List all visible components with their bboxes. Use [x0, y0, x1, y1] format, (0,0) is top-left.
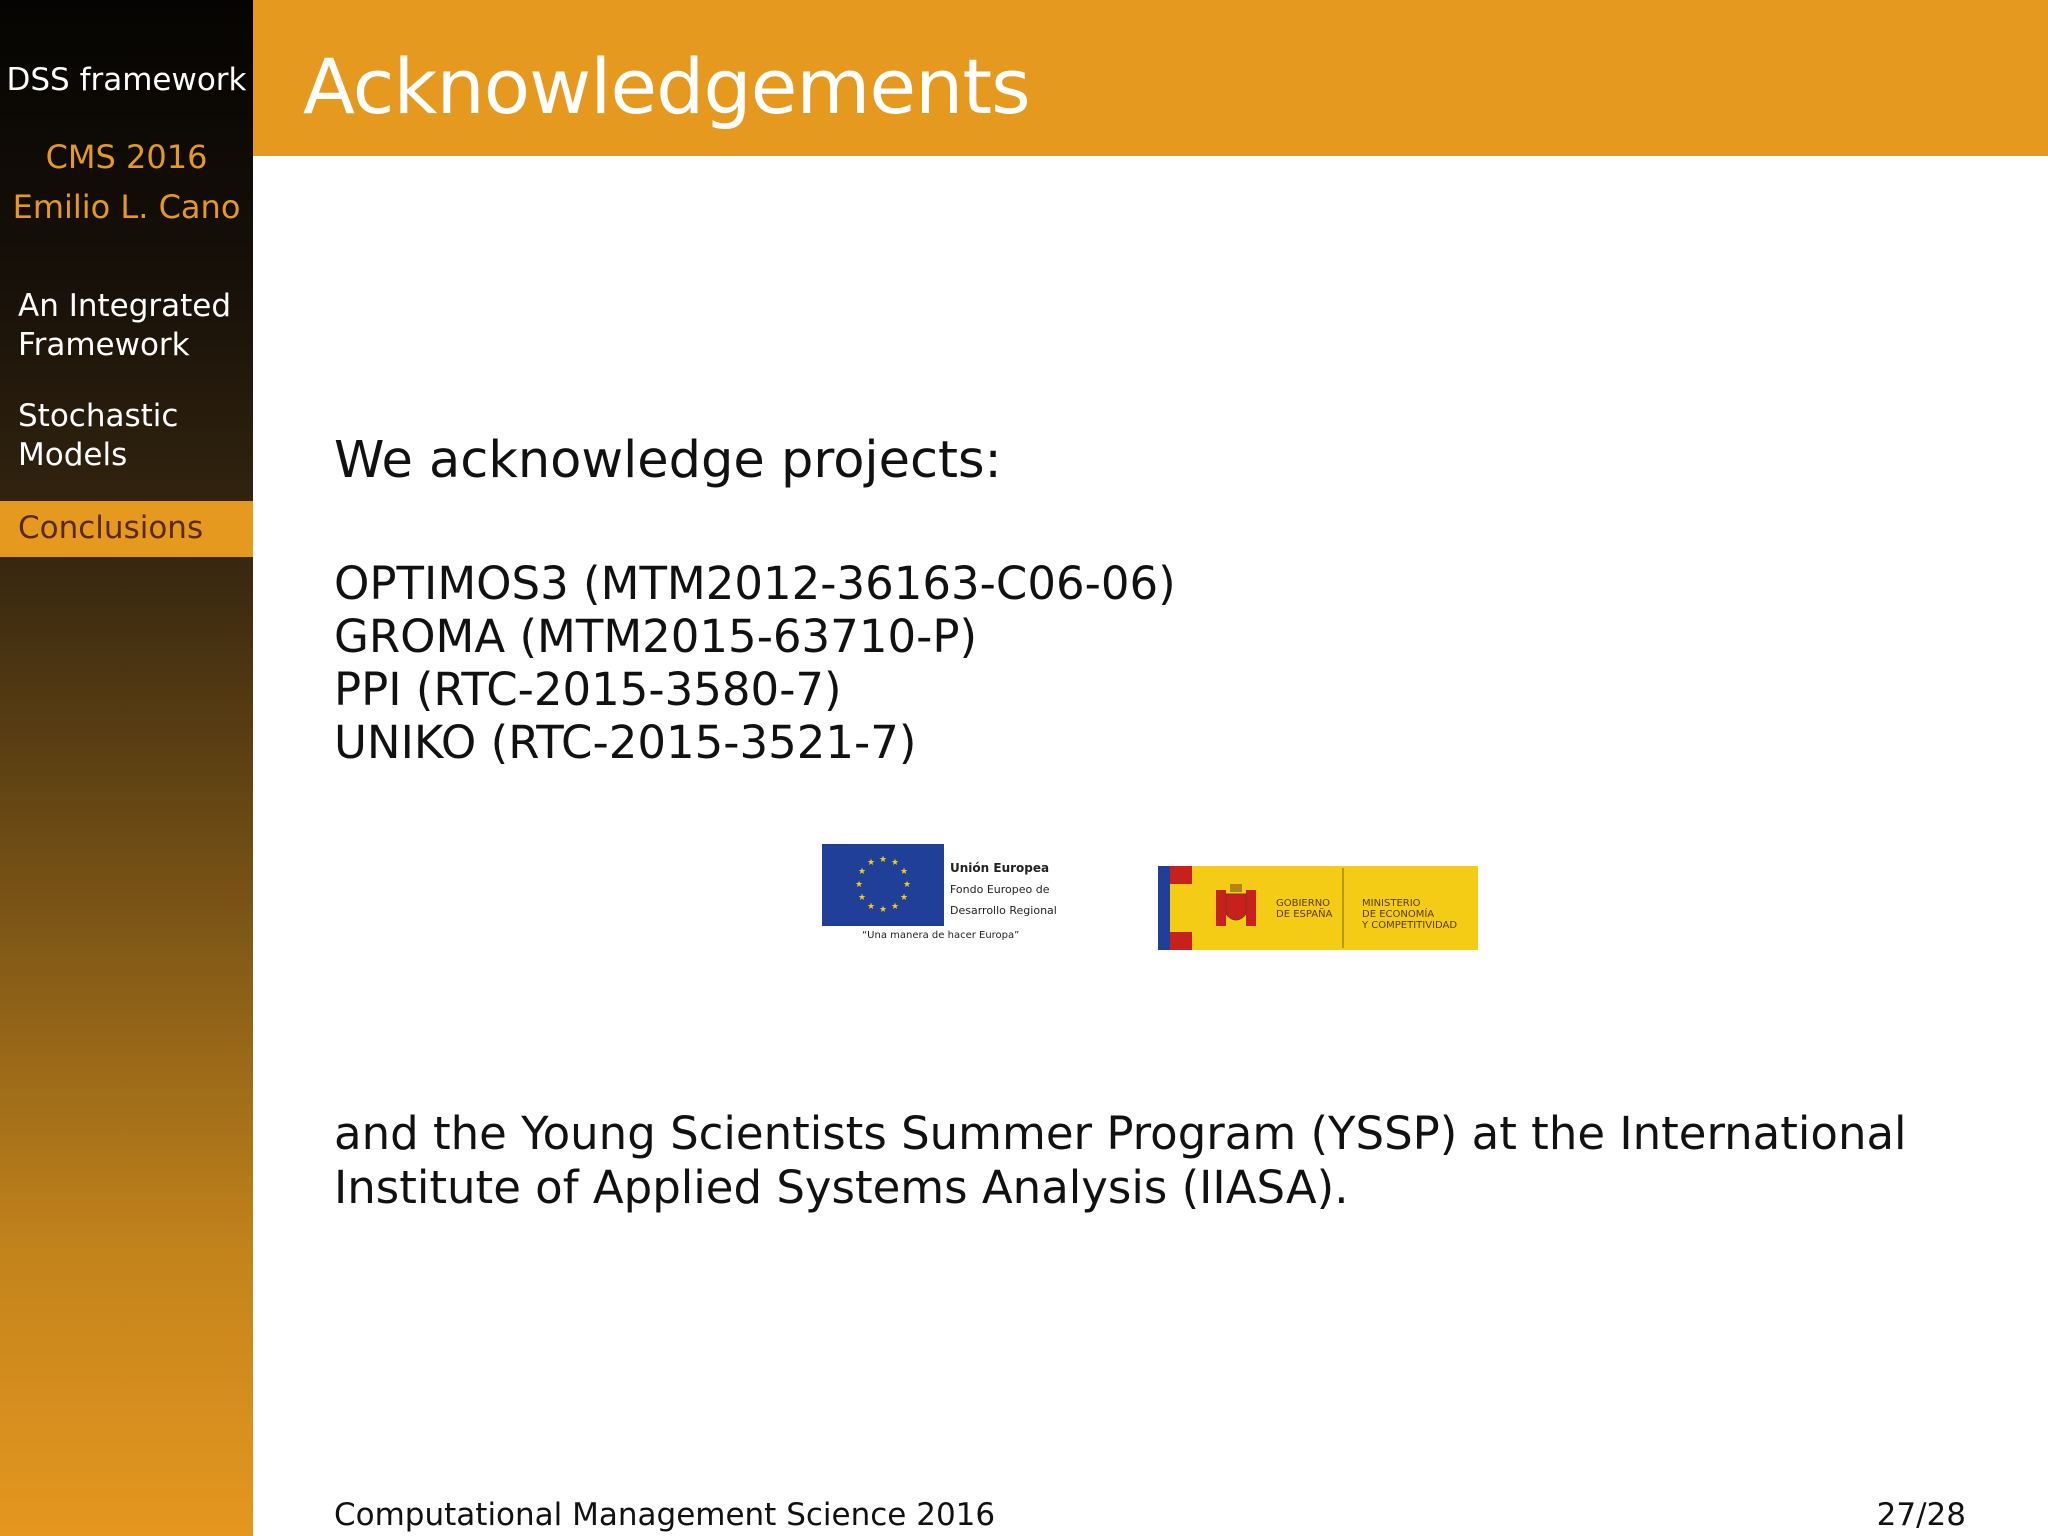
intro-text: We acknowledge projects:	[334, 431, 1002, 490]
svg-text:★: ★	[899, 867, 909, 877]
slide-title: Acknowledgements	[303, 42, 1030, 131]
eu-logo-line: Fondo Europeo de	[950, 883, 1050, 896]
eu-motto: “Una manera de hacer Europa”	[862, 930, 1020, 941]
eu-logo-line: Unión Europea	[950, 861, 1050, 875]
list-item: PPI (RTC-2015-3580-7)	[334, 663, 842, 716]
sidebar	[0, 0, 253, 1536]
svg-text:★: ★	[866, 858, 876, 868]
spain-logo-line: DE ESPAÑA	[1276, 909, 1333, 920]
sidebar-item-integrated-framework[interactable]: An Integrated Framework	[18, 288, 232, 363]
list-item: GROMA (MTM2015-63710-P)	[334, 610, 978, 663]
page-number: 27/28	[1876, 1497, 1966, 1533]
spain-ministry-logo	[1158, 866, 1478, 950]
sidebar-item-conclusions[interactable]	[0, 501, 253, 557]
footer-title: Computational Management Science 2016	[334, 1497, 996, 1533]
sidebar-conference: CMS 2016	[45, 138, 208, 176]
eu-flag-icon	[822, 844, 944, 926]
sidebar-title[interactable]: DSS framework	[6, 62, 247, 98]
svg-text:★: ★	[890, 902, 900, 912]
svg-text:★: ★	[890, 858, 900, 868]
svg-text:★: ★	[899, 893, 909, 903]
spain-logo-line: DE ECONOMÍA	[1362, 909, 1435, 920]
eu-logo	[822, 844, 1062, 948]
svg-text:★: ★	[854, 880, 864, 890]
sidebar-item-label: Conclusions	[18, 510, 204, 546]
svg-text:★: ★	[866, 902, 876, 912]
project-list	[334, 557, 1176, 769]
spain-logo-line: Y COMPETITIVIDAD	[1362, 920, 1458, 931]
svg-text:★: ★	[857, 867, 867, 877]
svg-text:★: ★	[878, 855, 888, 865]
closing-text: and the Young Scientists Summer Program (YSSP) at the International Institute of Applied Systems Analysis (IIASA).	[334, 1107, 1907, 1214]
sidebar-item-stochastic-models[interactable]: Stochastic Models	[18, 398, 179, 473]
sidebar-author: Emilio L. Cano	[12, 188, 241, 226]
spain-ministry-text	[1362, 898, 1457, 931]
coat-of-arms-icon	[1208, 880, 1264, 938]
svg-text:★: ★	[878, 905, 888, 915]
spain-logo-line: GOBIERNO	[1276, 898, 1331, 909]
eu-logo-line: Desarrollo Regional	[950, 904, 1057, 917]
svg-text:★: ★	[902, 880, 912, 890]
list-item: OPTIMOS3 (MTM2012-36163-C06-06)	[334, 557, 1176, 610]
logo-divider	[1342, 868, 1344, 948]
slide-header	[253, 0, 2048, 156]
list-item: UNIKO (RTC-2015-3521-7)	[334, 716, 917, 769]
svg-text:★: ★	[857, 893, 867, 903]
eu-strip	[1158, 866, 1170, 950]
eu-logo-text	[950, 858, 1057, 921]
spain-government-text	[1276, 898, 1332, 920]
spain-logo-line: MINISTERIO	[1362, 898, 1421, 909]
